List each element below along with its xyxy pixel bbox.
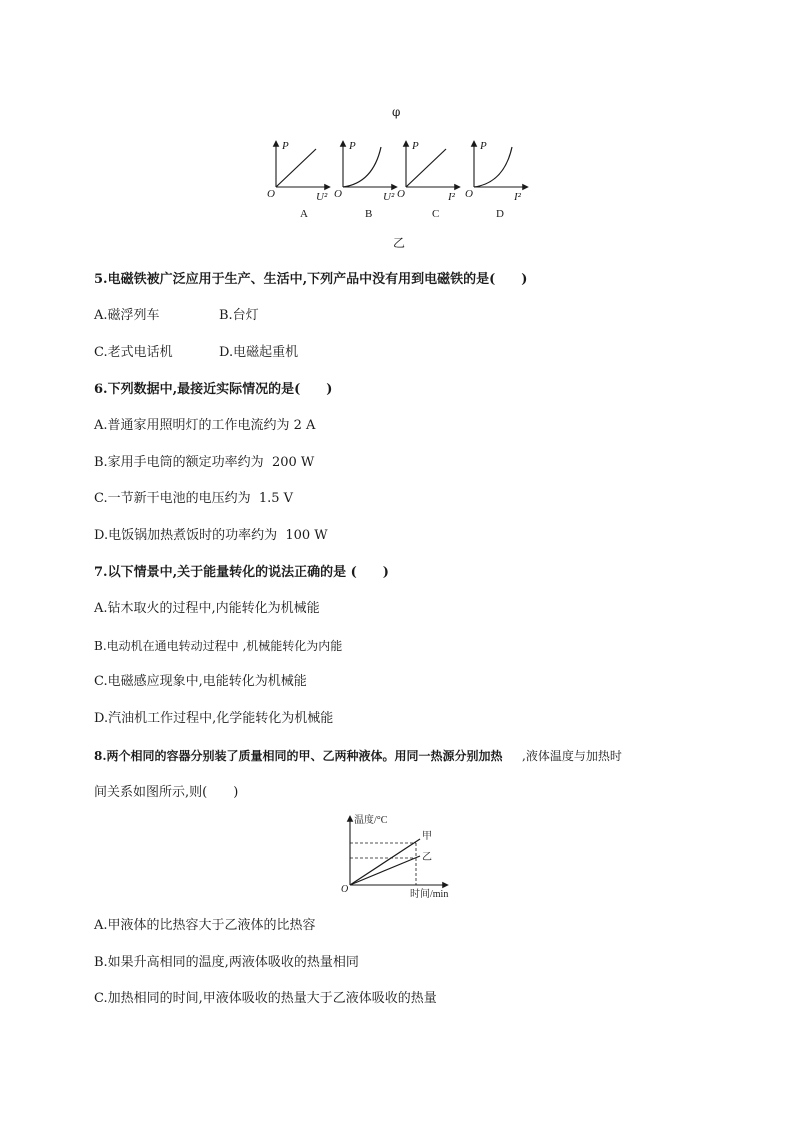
q6-option-c: C.一节新干电池的电压约为 1.5 V — [94, 491, 294, 506]
q8-stem-line2: 间关系如图所示,则( ) — [94, 785, 239, 800]
q8-option-a: A.甲液体的比热容大于乙液体的比热容 — [94, 918, 316, 933]
convex-curve — [474, 147, 512, 187]
q5-option-d: D.电磁起重机 — [219, 345, 299, 360]
q6-stem: 6.下列数据中,最接近实际情况的是( ) — [94, 382, 333, 397]
panel-letter: B — [365, 208, 373, 220]
y-label: P — [282, 140, 289, 152]
q5-stem: 5.电磁铁被广泛应用于生产、生活中,下列产品中没有用到电磁铁的是( ) — [94, 272, 528, 287]
figure-yi — [0, 0, 794, 260]
linear-curve — [406, 149, 446, 187]
q8-option-b: B.如果升高相同的温度,两液体吸收的热量相同 — [94, 955, 359, 970]
q7-option-c: C.电磁感应现象中,电能转化为机械能 — [94, 674, 307, 689]
graph-panel-c — [397, 140, 460, 220]
q8-option-c: C.加热相同的时间,甲液体吸收的热量大于乙液体吸收的热量 — [94, 991, 437, 1006]
q5-option-c: C.老式电话机 — [94, 345, 173, 360]
x-label: U² — [316, 191, 328, 203]
y-axis-label: 温度/°C — [354, 815, 388, 826]
figure-yi-caption: 乙 — [393, 236, 406, 250]
origin-label: O — [397, 188, 405, 200]
x-label: I² — [514, 191, 521, 203]
origin-label: O — [465, 188, 473, 200]
y-label: P — [349, 140, 356, 152]
q7-option-b: B.电动机在通电转动过程中 ,机械能转化为内能 — [94, 639, 343, 653]
y-label: P — [412, 140, 419, 152]
temperature-time-graph — [330, 810, 470, 910]
panel-letter: D — [496, 208, 504, 220]
convex-curve — [343, 147, 381, 187]
q7-option-d: D.汽油机工作过程中,化学能转化为机械能 — [94, 711, 334, 726]
label-jia: 甲 — [422, 831, 432, 842]
q5-option-a: A.磁浮列车 — [94, 308, 160, 323]
q8-stem-line1-tail: ,液体温度与加热时 — [522, 749, 622, 763]
graph-panel-a — [267, 140, 330, 220]
x-label: U² — [383, 191, 395, 203]
q7-stem: 7.以下情景中,关于能量转化的说法正确的是 ( ) — [94, 565, 389, 580]
panel-letter: C — [432, 208, 440, 220]
x-axis-label: 时间/min — [410, 889, 449, 900]
q5-option-b: B.台灯 — [219, 308, 259, 323]
origin-label: O — [267, 188, 275, 200]
graph-panel-b — [334, 140, 397, 220]
line-jia — [350, 839, 420, 885]
origin-label: O — [334, 188, 342, 200]
q6-option-d: D.电饭锅加热煮饭时的功率约为 100 W — [94, 528, 328, 543]
q8-stem-line1: 8.两个相同的容器分别装了质量相同的甲、乙两种液体。用同一热源分别加热 — [94, 749, 503, 763]
linear-curve — [276, 149, 316, 187]
top-mark: φ — [392, 105, 401, 119]
origin-label: O — [341, 884, 349, 895]
label-yi: 乙 — [422, 852, 432, 863]
panel-letter: A — [300, 208, 308, 220]
graph-panel-d — [465, 140, 528, 220]
y-label: P — [480, 140, 487, 152]
x-label: I² — [448, 191, 455, 203]
q6-option-b: B.家用手电筒的额定功率约为 200 W — [94, 455, 315, 470]
q7-option-a: A.钻木取火的过程中,内能转化为机械能 — [94, 601, 320, 616]
q6-option-a: A.普通家用照明灯的工作电流约为 2 A — [94, 418, 316, 433]
line-yi — [350, 856, 420, 885]
